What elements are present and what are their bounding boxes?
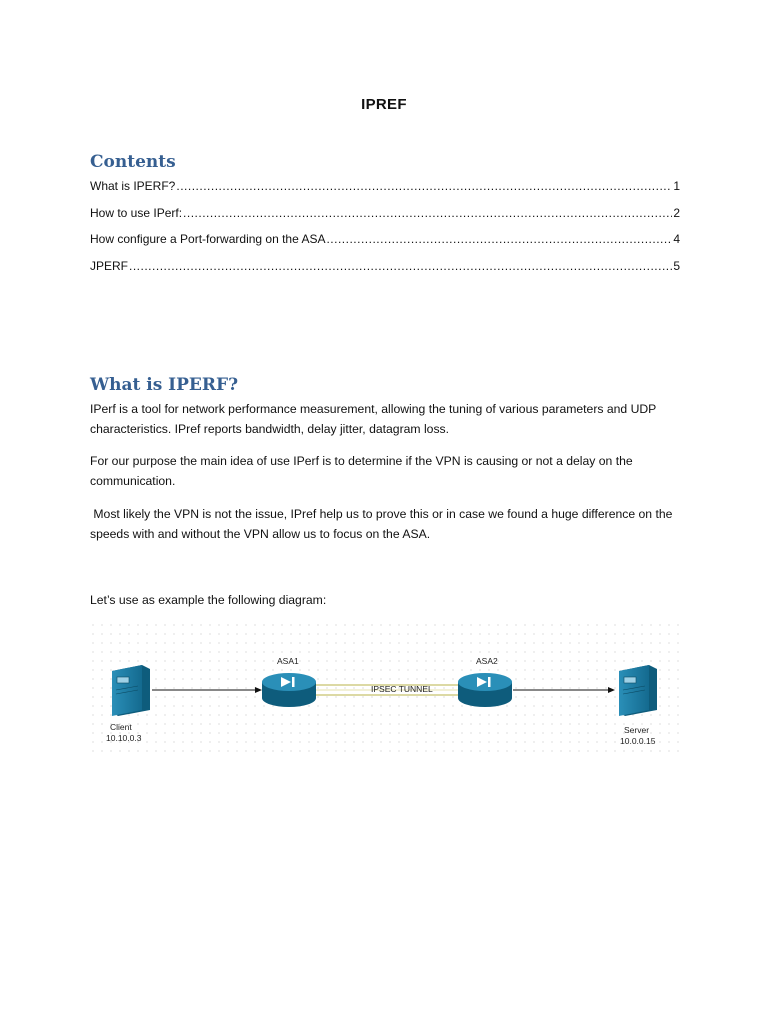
server-label: Server xyxy=(624,725,650,735)
document-title: IPREF xyxy=(361,96,407,113)
toc-entry[interactable] xyxy=(90,179,680,206)
toc-entry[interactable] xyxy=(90,206,680,233)
toc-leader-dots xyxy=(326,232,672,246)
contents-heading: Contents xyxy=(90,152,176,172)
toc-leader-dots xyxy=(183,206,672,220)
toc-entry-page: 4 xyxy=(673,232,680,246)
toc-entry-page: 2 xyxy=(673,205,680,220)
toc-entry-label: What is IPERF? xyxy=(90,179,176,193)
ipsec-tunnel-label: IPSEC TUNNEL xyxy=(371,684,433,694)
asa2-label: ASA2 xyxy=(476,656,498,666)
toc-entry-label: How to use IPerf: xyxy=(90,205,183,220)
server-ip: 10.0.0.15 xyxy=(620,736,656,746)
toc-entry[interactable] xyxy=(90,259,680,286)
asa2-router-icon xyxy=(458,673,512,707)
section-heading: What is IPERF? xyxy=(90,375,239,395)
toc-entry[interactable] xyxy=(90,232,680,259)
toc-leader-dots xyxy=(176,179,672,193)
toc-leader-dots xyxy=(129,259,672,273)
paragraph: Most likely the VPN is not the issue, IPref help us to prove this or in case we found a huge difference on the speeds with and without the VPN allow us to focus on the ASA. xyxy=(90,507,676,541)
asa1-label: ASA1 xyxy=(277,656,299,666)
paragraph: For our purpose the main idea of use IPerf is to determine if the VPN is causing or not a delay on the communication. xyxy=(90,454,633,488)
asa1-router-icon xyxy=(262,673,316,707)
toc-entry-page: 1 xyxy=(673,179,680,193)
server-icon xyxy=(619,665,657,716)
toc-entry-label: How configure a Port-forwarding on the ASA xyxy=(90,232,326,246)
client-server-icon xyxy=(112,665,150,716)
toc-entry-label: JPERF xyxy=(90,258,129,273)
paragraph: IPerf is a tool for network performance measurement, allowing the tuning of various parameters and UDP characteristics. IPref reports bandwidth, delay jitter, datagram loss. xyxy=(90,402,657,436)
table-of-contents xyxy=(90,179,680,285)
paragraph: Let’s use as example the following diagram: xyxy=(90,593,327,607)
network-diagram xyxy=(92,624,680,758)
toc-entry-page: 5 xyxy=(673,258,680,273)
client-label: Client xyxy=(110,722,132,732)
client-ip: 10.10.0.3 xyxy=(106,733,142,743)
